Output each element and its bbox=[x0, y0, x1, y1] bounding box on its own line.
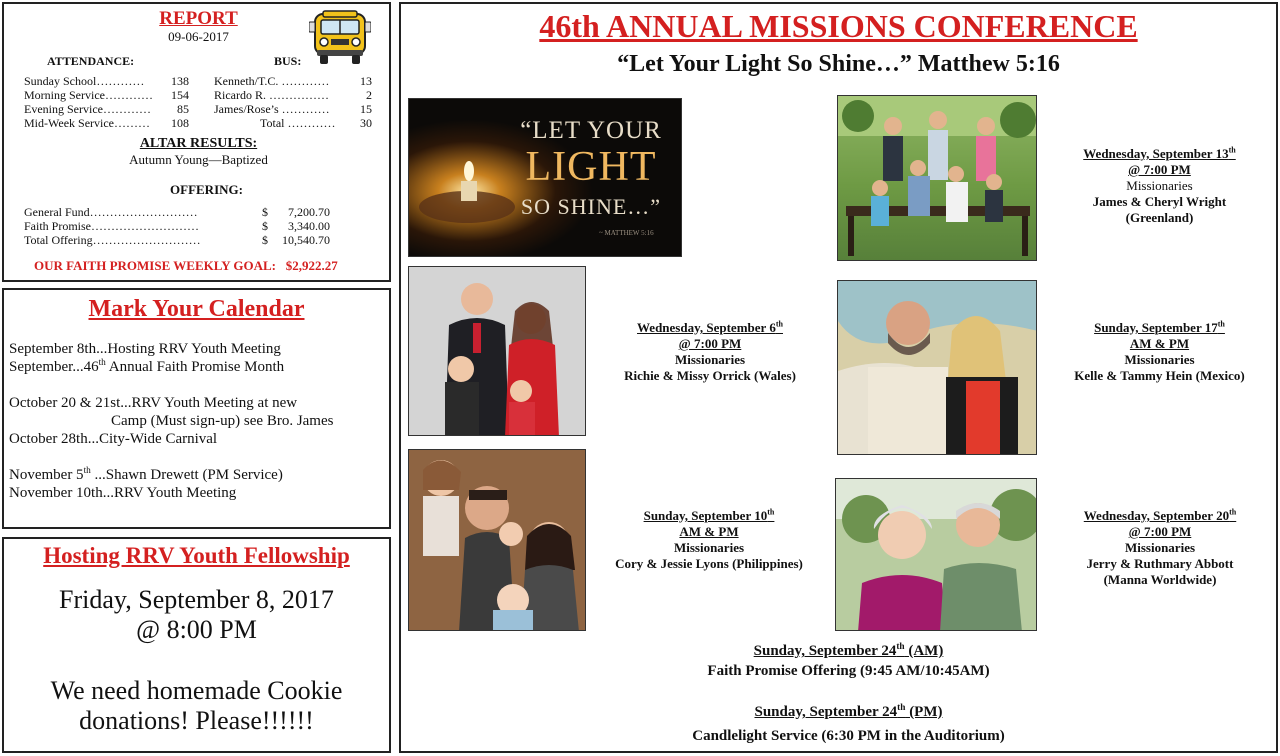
event-date: Sunday, September 24th (PM) bbox=[754, 703, 943, 720]
abbott-couple-photo bbox=[835, 478, 1037, 631]
youth-date: Friday, September 8, 2017 bbox=[59, 585, 334, 614]
event-wright bbox=[1057, 146, 1262, 226]
report-title: REPORT bbox=[159, 8, 238, 29]
attendance-row: Evening Service………… 85 bbox=[24, 102, 189, 116]
hein-couple-photo bbox=[837, 280, 1037, 455]
report-date: 09-06-2017 bbox=[168, 29, 229, 44]
event-time: AM & PM bbox=[679, 524, 739, 539]
wright-family-photo bbox=[837, 95, 1037, 261]
bus-row: James/Rose’s ………… 15 bbox=[214, 102, 372, 116]
candlelight-service-event bbox=[461, 700, 1236, 748]
calendar-list bbox=[9, 340, 333, 502]
event-names: James & Cheryl Wright bbox=[1092, 194, 1227, 209]
event-place: (Manna Worldwide) bbox=[1103, 572, 1217, 587]
event-label: Missionaries bbox=[674, 352, 746, 367]
calendar-box bbox=[2, 288, 391, 529]
banner-ref: ~ MATTHEW 5:16 bbox=[599, 229, 654, 237]
youth-fellowship-box bbox=[2, 537, 391, 753]
event-names: Jerry & Ruthmary Abbott bbox=[1086, 556, 1234, 571]
calendar-item: November 10th...RRV Youth Meeting bbox=[9, 485, 237, 501]
bus-row: Kenneth/T.C. ………… 13 bbox=[214, 74, 372, 88]
event-abbott bbox=[1055, 508, 1265, 588]
offering-title: OFFERING: bbox=[170, 182, 243, 197]
event-lyons bbox=[587, 508, 831, 572]
event-label: Missionaries bbox=[1124, 352, 1195, 367]
event-hein bbox=[1047, 320, 1272, 384]
event-names: Cory & Jessie Lyons (Philippines) bbox=[615, 556, 803, 571]
altar-results-text: Autumn Young—Baptized bbox=[129, 152, 268, 167]
offering-row: Total Offering……………………… $ 10,540.70 bbox=[24, 233, 330, 247]
calendar-title: Mark Your Calendar bbox=[88, 296, 305, 322]
calendar-item: September...46th Annual Faith Promise Month bbox=[9, 358, 285, 375]
event-time: @ 7:00 PM bbox=[678, 336, 742, 351]
conference-subtitle: “Let Your Light So Shine…” Matthew 5:16 bbox=[617, 51, 1060, 77]
faith-promise-offering-event bbox=[461, 641, 1236, 681]
event-place: (Greenland) bbox=[1125, 210, 1194, 225]
banner-line1: “LET YOUR bbox=[520, 117, 662, 144]
event-date: Sunday, September 10th bbox=[643, 507, 775, 523]
faith-promise-goal: OUR FAITH PROMISE WEEKLY GOAL: $2,922.27 bbox=[34, 258, 338, 273]
event-text: Candlelight Service (6:30 PM in the Auditorium) bbox=[692, 728, 1005, 744]
offering-row: General Fund……………………… $ 7,200.70 bbox=[24, 205, 330, 219]
event-date: Sunday, September 24th (AM) bbox=[753, 642, 944, 659]
attendance-row: Morning Service………… 154 bbox=[24, 88, 189, 102]
event-date: Sunday, September 17th bbox=[1094, 319, 1225, 335]
youth-title: Hosting RRV Youth Fellowship bbox=[43, 543, 350, 568]
calendar-item: September 8th...Hosting RRV Youth Meeting bbox=[9, 341, 281, 357]
attendance-row: Mid-Week Service……… 108 bbox=[24, 116, 189, 130]
event-label: Missionaries bbox=[1126, 178, 1193, 193]
banner-line3: SO SHINE…” bbox=[520, 194, 662, 219]
lyons-family-photo bbox=[408, 449, 586, 631]
calendar-item: November 5th ...Shawn Drewett (PM Service) bbox=[9, 466, 283, 483]
event-time: @ 7:00 PM bbox=[1128, 524, 1192, 539]
orrick-family-photo bbox=[408, 266, 586, 436]
let-your-light-banner bbox=[408, 98, 682, 257]
event-time: @ 7:00 PM bbox=[1128, 162, 1191, 177]
offering-row: Faith Promise……………………… $ 3,340.00 bbox=[24, 219, 330, 233]
school-bus-icon bbox=[309, 8, 371, 66]
calendar-item: Camp (Must sign-up) see Bro. James bbox=[111, 413, 334, 429]
youth-time: @ 8:00 PM bbox=[136, 615, 257, 644]
attendance-row: Sunday School………… 138 bbox=[24, 74, 189, 88]
banner-line2: LIGHT bbox=[525, 144, 657, 190]
attendance-label: ATTENDANCE: bbox=[47, 54, 135, 68]
conference-title: 46th ANNUAL MISSIONS CONFERENCE bbox=[539, 8, 1138, 44]
event-date: Wednesday, September 6th bbox=[637, 319, 783, 335]
event-date: Wednesday, September 13th bbox=[1083, 145, 1236, 161]
event-date: Wednesday, September 20th bbox=[1083, 507, 1237, 523]
event-time: AM & PM bbox=[1129, 336, 1190, 351]
calendar-item: October 20 & 21st...RRV Youth Meeting at new bbox=[9, 395, 298, 411]
report-box bbox=[2, 2, 391, 282]
event-label: Missionaries bbox=[1124, 540, 1196, 555]
bus-row: Ricardo R. …………… 2 bbox=[214, 88, 372, 102]
bus-total-row: Total ………… 30 bbox=[260, 116, 372, 130]
event-names: Kelle & Tammy Hein (Mexico) bbox=[1074, 368, 1245, 383]
event-orrick bbox=[595, 320, 825, 384]
event-label: Missionaries bbox=[673, 540, 745, 555]
youth-need: donations! Please!!!!!! bbox=[79, 706, 314, 735]
event-text: Faith Promise Offering (9:45 AM/10:45AM) bbox=[707, 663, 990, 679]
altar-results-title: ALTAR RESULTS: bbox=[139, 136, 258, 151]
bus-label: BUS: bbox=[274, 54, 302, 68]
conference-box bbox=[399, 2, 1278, 753]
event-names: Richie & Missy Orrick (Wales) bbox=[624, 368, 796, 383]
youth-need: We need homemade Cookie bbox=[50, 676, 343, 705]
calendar-item: October 28th...City-Wide Carnival bbox=[9, 431, 218, 447]
